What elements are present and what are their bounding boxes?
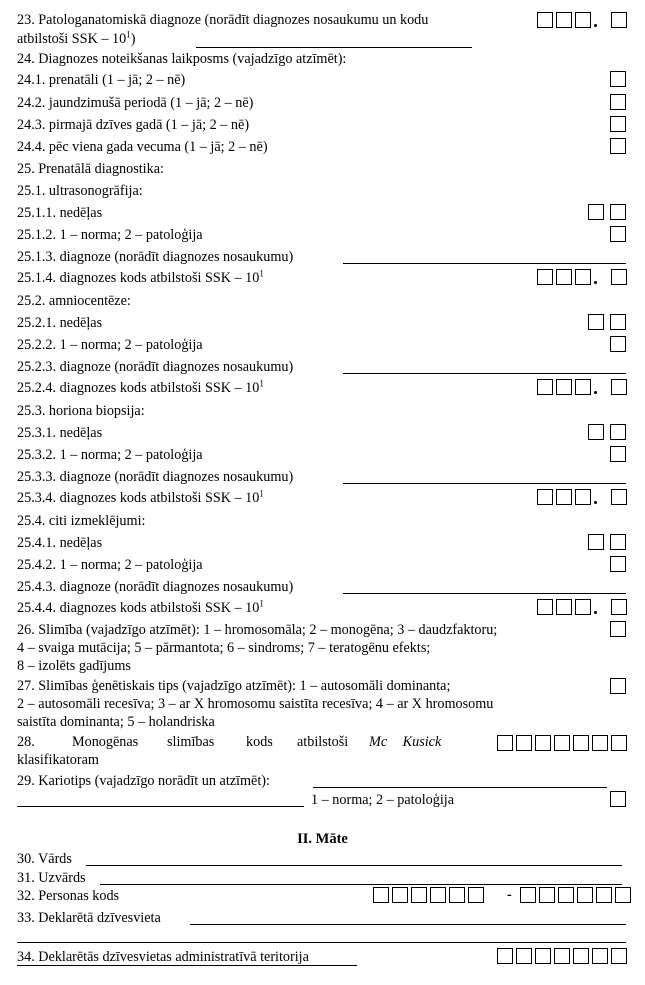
item-26-line3: 8 – izolēts gadījums [17, 658, 131, 674]
item-25-2-2: 25.2.2. 1 – norma; 2 – patoloģija [17, 337, 203, 353]
item-25-1-3-line[interactable] [343, 263, 626, 264]
item-25-4-1: 25.4.1. nedēļas [17, 535, 103, 551]
item-25-2-1-box-2[interactable] [610, 314, 626, 330]
item-25-3-2: 25.3.2. 1 – norma; 2 – patoloģija [17, 447, 203, 463]
section-title: II. Māte [297, 831, 348, 847]
item-27-box[interactable] [610, 678, 626, 694]
personal-code-box-9[interactable] [558, 887, 574, 903]
item-24-1-box[interactable] [610, 71, 626, 87]
item-25-3-3-line[interactable] [343, 483, 626, 484]
item-25-3-2-box[interactable] [610, 446, 626, 462]
footnote-mark: 1 [259, 598, 264, 609]
item-25-2-4-box-1[interactable] [537, 379, 553, 395]
item-25-1-2: 25.1.2. 1 – norma; 2 – patoloģija [17, 227, 203, 243]
item-29: 29. Kariotips (vajadzīgo norādīt un atzīmēt): [17, 773, 270, 789]
item-29-box[interactable] [610, 791, 626, 807]
territory-code-box-6[interactable] [592, 948, 608, 964]
footnote-mark: 1 [259, 268, 264, 279]
item-25-3-3: 25.3.3. diagnoze (norādīt diagnozes nosaukumu) [17, 469, 294, 485]
item-25-4-1-box-1[interactable] [588, 534, 604, 550]
item-30: 30. Vārds [17, 851, 72, 867]
item-28-box-6[interactable] [592, 735, 608, 751]
item-28-word-3: kods [246, 734, 273, 750]
item-25-2-4-box-3[interactable] [575, 379, 591, 395]
personal-code-box-11[interactable] [596, 887, 612, 903]
item-33: 33. Deklarētā dzīvesvieta [17, 910, 161, 926]
item-28-classifier-name: Mc Kusick [369, 734, 442, 750]
item-24-2-box[interactable] [610, 94, 626, 110]
territory-code-box-5[interactable] [573, 948, 589, 964]
item-27-line2: 2 – autosomāli recesīva; 3 – ar X hromosomu saistīta recesīva; 4 – ar X hromosomu [17, 696, 494, 712]
item-25-4-4-box-4[interactable] [611, 599, 627, 615]
item-25-2-2-box[interactable] [610, 336, 626, 352]
item-25-4: 25.4. citi izmeklējumi: [17, 513, 146, 529]
item-23-code-box-4[interactable] [611, 12, 627, 28]
item-28-box-7[interactable] [611, 735, 627, 751]
item-25-2-1: 25.2.1. nedēļas [17, 315, 103, 331]
territory-code-box-3[interactable] [535, 948, 551, 964]
item-28-box-1[interactable] [497, 735, 513, 751]
item-27-line1: 27. Slimības ģenētiskais tips (vajadzīgo atzīmēt): 1 – autosomāli dominanta; [17, 678, 451, 694]
item-25-3: 25.3. horiona biopsija: [17, 403, 145, 419]
item-25-3-1-box-1[interactable] [588, 424, 604, 440]
item-24: 24. Diagnozes noteikšanas laikposms (vajadzīgo atzīmēt): [17, 51, 347, 67]
item-25-4-1-box-2[interactable] [610, 534, 626, 550]
item-25-1-1-box-2[interactable] [610, 204, 626, 220]
item-23-line1: 23. Patologanatomiskā diagnoze (norādīt diagnozes nosaukumu un kodu [17, 12, 429, 28]
personal-code-separator: - [507, 887, 512, 903]
item-24-4-box[interactable] [610, 138, 626, 154]
first-name-line[interactable] [86, 865, 622, 866]
item-25-4-4-text: 25.4.4. diagnozes kods atbilstoši SSK – 10 [17, 600, 260, 616]
item-25-2-4 [17, 380, 264, 397]
code-decimal-point [594, 611, 597, 614]
item-25-2-3: 25.2.3. diagnoze (norādīt diagnozes nosaukumu) [17, 359, 294, 375]
item-25-4-4 [17, 600, 264, 617]
item-25-2-4-box-2[interactable] [556, 379, 572, 395]
item-25-2-1-box-1[interactable] [588, 314, 604, 330]
territory-code-box-7[interactable] [611, 948, 627, 964]
item-25-1-4 [17, 270, 264, 287]
item-24-3-box[interactable] [610, 116, 626, 132]
item-28-box-5[interactable] [573, 735, 589, 751]
item-25-2: 25.2. amniocentēze: [17, 293, 131, 309]
code-decimal-point [594, 24, 597, 27]
item-25-1-4-box-4[interactable] [611, 269, 627, 285]
item-25-3-4-box-1[interactable] [537, 489, 553, 505]
item-29-line-2[interactable] [17, 806, 304, 807]
personal-code-box-5[interactable] [449, 887, 465, 903]
item-28-box-4[interactable] [554, 735, 570, 751]
personal-code-box-7[interactable] [520, 887, 536, 903]
item-25-2-3-line[interactable] [343, 373, 626, 374]
item-25-4-3-line[interactable] [343, 593, 626, 594]
item-24-2: 24.2. jaundzimušā periodā (1 – jā; 2 – nē) [17, 95, 254, 111]
item-26-line2: 4 – svaiga mutācija; 5 – pārmantota; 6 – sindroms; 7 – teratogēnu efekts; [17, 640, 431, 656]
item-28-box-3[interactable] [535, 735, 551, 751]
item-23-paren: ) [130, 31, 136, 47]
item-34: 34. Deklarētās dzīvesvietas administratīvā teritorija [17, 949, 309, 965]
item-27-line3: saistīta dominanta; 5 – holandriska [17, 714, 215, 730]
code-decimal-point [594, 281, 597, 284]
item-26-line1: 26. Slimība (vajadzīgo atzīmēt): 1 – hromosomāla; 2 – monogēna; 3 – daudzfaktoru; [17, 622, 498, 638]
territory-code-box-4[interactable] [554, 948, 570, 964]
item-23-line2 [17, 31, 135, 48]
footnote-mark: 1 [259, 488, 264, 499]
item-28-box-2[interactable] [516, 735, 532, 751]
personal-code-box-8[interactable] [539, 887, 555, 903]
item-23-code-box-3[interactable] [575, 12, 591, 28]
item-23-code-box-1[interactable] [537, 12, 553, 28]
item-31: 31. Uzvārds [17, 870, 86, 886]
item-25-4-4-box-3[interactable] [575, 599, 591, 615]
code-decimal-point [594, 391, 597, 394]
item-32: 32. Personas kods [17, 888, 120, 904]
item-24-1: 24.1. prenatāli (1 – jā; 2 – nē) [17, 72, 186, 88]
item-23-text: atbilstoši SSK – 10 [17, 31, 127, 47]
item-25-4-2: 25.4.2. 1 – norma; 2 – patoloģija [17, 557, 203, 573]
item-25-4-2-box[interactable] [610, 556, 626, 572]
personal-code-box-12[interactable] [615, 887, 631, 903]
personal-code-box-1[interactable] [373, 887, 389, 903]
address-line-2[interactable] [17, 942, 626, 943]
surname-line[interactable] [100, 884, 622, 885]
item-29-options: 1 – norma; 2 – patoloģija [311, 792, 455, 808]
personal-code-box-4[interactable] [430, 887, 446, 903]
item-25-3-1-box-2[interactable] [610, 424, 626, 440]
item-28-word-1: Monogēnas [72, 734, 139, 750]
personal-code-box-10[interactable] [577, 887, 593, 903]
item-26-box[interactable] [610, 621, 626, 637]
item-25-3-4-box-2[interactable] [556, 489, 572, 505]
item-25-3-4 [17, 490, 264, 507]
item-28-number: 28. [17, 734, 35, 750]
footnote-mark: 1 [259, 378, 264, 389]
footnote-mark: 1 [126, 29, 131, 40]
item-25-1-1: 25.1.1. nedēļas [17, 205, 103, 221]
item-25-1-2-box[interactable] [610, 226, 626, 242]
item-25-1-1-box-1[interactable] [588, 204, 604, 220]
item-25: 25. Prenatālā diagnostika: [17, 161, 164, 177]
item-28-line2: klasifikatoram [17, 752, 99, 768]
item-25-1-4-box-3[interactable] [575, 269, 591, 285]
item-25-4-3: 25.4.3. diagnoze (norādīt diagnozes nosaukumu) [17, 579, 294, 595]
item-25-4-4-box-1[interactable] [537, 599, 553, 615]
item-23-diagnosis-line[interactable] [196, 47, 472, 48]
item-25-1: 25.1. ultrasonogrāfija: [17, 183, 143, 199]
personal-code-box-6[interactable] [468, 887, 484, 903]
item-34-underline [17, 965, 357, 966]
item-25-1-4-box-2[interactable] [556, 269, 572, 285]
personal-code-box-3[interactable] [411, 887, 427, 903]
item-25-2-4-text: 25.2.4. diagnozes kods atbilstoši SSK – 10 [17, 380, 260, 396]
item-25-4-4-box-2[interactable] [556, 599, 572, 615]
territory-code-box-1[interactable] [497, 948, 513, 964]
address-line-1[interactable] [190, 924, 626, 925]
item-24-4: 24.4. pēc viena gada vecuma (1 – jā; 2 – nē) [17, 139, 268, 155]
item-25-1-3: 25.1.3. diagnoze (norādīt diagnozes nosaukumu) [17, 249, 294, 265]
item-24-3: 24.3. pirmajā dzīves gadā (1 – jā; 2 – nē) [17, 117, 250, 133]
item-25-3-1: 25.3.1. nedēļas [17, 425, 103, 441]
item-25-2-4-box-4[interactable] [611, 379, 627, 395]
item-29-line-1[interactable] [313, 787, 607, 788]
personal-code-box-2[interactable] [392, 887, 408, 903]
item-25-1-4-text: 25.1.4. diagnozes kods atbilstoši SSK – 10 [17, 270, 260, 286]
item-28-word-4: atbilstoši [297, 734, 349, 750]
item-25-3-4-box-4[interactable] [611, 489, 627, 505]
item-23-code-box-2[interactable] [556, 12, 572, 28]
item-25-3-4-text: 25.3.4. diagnozes kods atbilstoši SSK – 10 [17, 490, 260, 506]
territory-code-box-2[interactable] [516, 948, 532, 964]
item-28-word-2: slimības [167, 734, 215, 750]
item-25-1-4-box-1[interactable] [537, 269, 553, 285]
code-decimal-point [594, 501, 597, 504]
item-25-3-4-box-3[interactable] [575, 489, 591, 505]
